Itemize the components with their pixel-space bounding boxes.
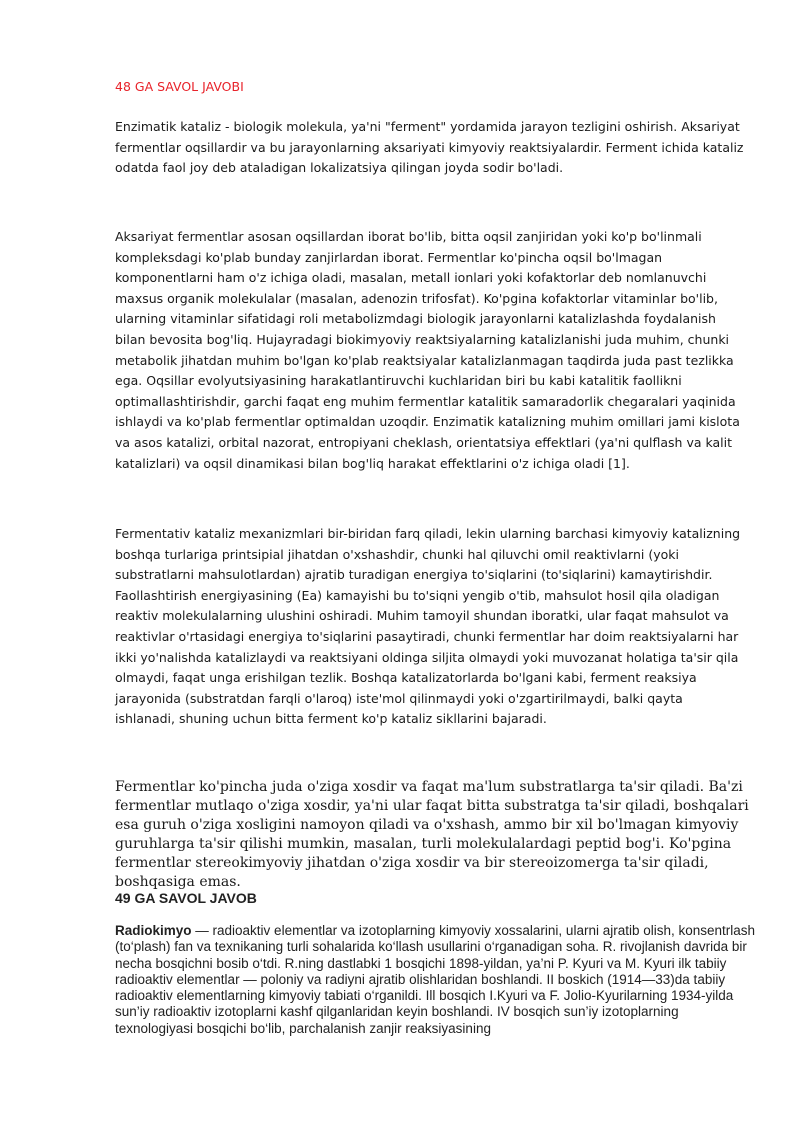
- radiochemistry-text: — radioaktiv elementlar va izotoplarning kimyoviy xossalarini, ularni ajratib olish, konsentrlash (to‘plash) fan va texnikaning turli sohalarida ko‘llash usullarini o‘rganadigan soha. R. rivojlanish davrida bir necha bosqichni bosib o‘tdi. R.ning dastlabki 1 bosqichi 1898-yildan, ya’ni P. Kyuri va M. Kyuri ilk tabiiy radioaktiv elementlar — poloniy va radiyni ajratib olishlaridan boshlandi. II boskich (1914—33)da tabiiy radioaktiv elementlarning kimyoviy tabiati o‘rganildi. Ill bosqich I.Kyuri va F. Jolio-Kyurilarning 1934-yilda sun’iy radioaktiv izotoplarni kashf qilganlaridan keyin boshlandi. IV bosqich sun’iy izotoplarning texnologiyasi bosqichi bo‘lib, parchalanish zanjir reaksiyasining: [115, 923, 756, 1036]
- paragraph-radiochemistry: [115, 923, 760, 1037]
- paragraph-enzyme-composition: Aksariyat fermentlar asosan oqsillardan iborat bo'lib, bitta oqsil zanjiridan yoki ko'p bo'linmali kompleksdagi ko'plab bunday zanjirlardan iborat. Fermentlar ko'pincha oqsil bo'lmagan komponentlarni ham o'z ichiga oladi, masalan, metall ionlari yoki kofaktorlar deb nomlanuvchi maxsus organik molekulalar (masalan, adenozin trifosfat). Ko'pgina kofaktorlar vitaminlar bo'lib, ularning vitaminlar sifatidagi roli metabolizmdagi biologik jarayonlarni katalizlashda foydalanish bilan bevosita bog'liq. Hujayradagi biokimyoviy reaktsiyalarning katalizlanishi juda muhim, chunki metabolik jihatdan muhim bo'lgan ko'plab reaktsiyalar katalizlanmagan taqdirda juda past tezlikka ega. Oqsillar evolyutsiyasining harakatlantiruvchi kuchlaridan biri bu kabi katalitik faollikni optimallashtirishdir, garchi faqat eng muhim fermentlar katalitik samaradorlik chegaralari yaqinida ishlaydi va ko'plab fermentlar optimaldan uzoqdir. Enzimatik katalizning muhim omillari jami kislota va asos katalizi, orbital nazorat, entropiyani cheklash, orientatsiya effektlari (ya'ni qulflash va kalit katalizlari) va oqsil dinamikasi bilan bog'liq harakat effektlarini o'z ichiga oladi [1].: [115, 229, 740, 471]
- paragraph-catalysis-mechanisms: Fermentativ kataliz mexanizmlari bir-biridan farq qiladi, lekin ularning barchasi kimyoviy katalizning boshqa turlariga printsipial jihatdan o'xshashdir, chunki hal qiluvchi omil reaktivlarni (yoki substratlarni mahsulotlardan) ajratib turadigan energiya to'siqlarini (to'siqlarini) kamaytirishdir. Faollashtirish energiyasining (Ea) kamayishi bu to'siqni yengib o'tib, mahsulot hosil qila oladigan reaktiv molekulalarning ulushini oshiradi. Muhim tamoyil shundan iboratki, ular faqat mahsulot va reaktivlar o'rtasidagi energiya to'siqlarini pasaytiradi, chunki fermentlar har doim reaktsiyalarni har ikki yo'nalishda katalizlaydi va reaktsiyani oldinga siljita olmaydi yoki muvozanat holatiga ta'sir qila olmaydi, faqat unga erishilgan tezlik. Boshqa katalizatorlarda bo'lgani kabi, ferment reaksiya jarayonida (substratdan farqli o'laroq) iste'mol qilinmaydi yoki o'zgartirilmaydi, balki qayta ishlanadi, shuning uchun bitta ferment ko'p kataliz sikllarini bajaradi.: [115, 526, 741, 727]
- term-radiokimyo: Radiokimyo: [115, 923, 192, 938]
- paragraph-enzymatic-catalysis: Enzimatik kataliz - biologik molekula, ya'ni "ferment" yordamida jarayon tezligini oshirish. Aksariyat fermentlar oqsillardir va bu jarayonlarning aksariyati kimyoviy reaktsiyalardir. Ferment ichida kataliz odatda faol joy deb ataladigan lokalizatsiya qilingan joyda sodir bo'ladi.: [115, 119, 744, 176]
- section-49-heading: 49 GA SAVOL JAVOB: [115, 890, 257, 906]
- paragraph-enzyme-specificity: Fermentlar ko'pincha juda o'ziga xosdir va faqat ma'lum substratlarga ta'sir qiladi. Ba'zi fermentlar mutlaqo o'ziga xosdir, ya'ni ular faqat bitta substratga ta'sir qiladi, boshqalari esa guruh o'ziga xosligini namoyon qiladi va o'xshash, ammo bir xil bo'lmagan kimyoviy guruhlarga ta'sir qilishi mumkin, masalan, turli molekulalardagi peptid bog'i. Ko'pgina fermentlar stereokimyoviy jihatdan o'ziga xosdir va bir stereoizomerga ta'sir qiladi, boshqasiga emas.: [115, 779, 749, 890]
- section-48-heading: 48 GA SAVOL JAVOBI: [115, 79, 244, 94]
